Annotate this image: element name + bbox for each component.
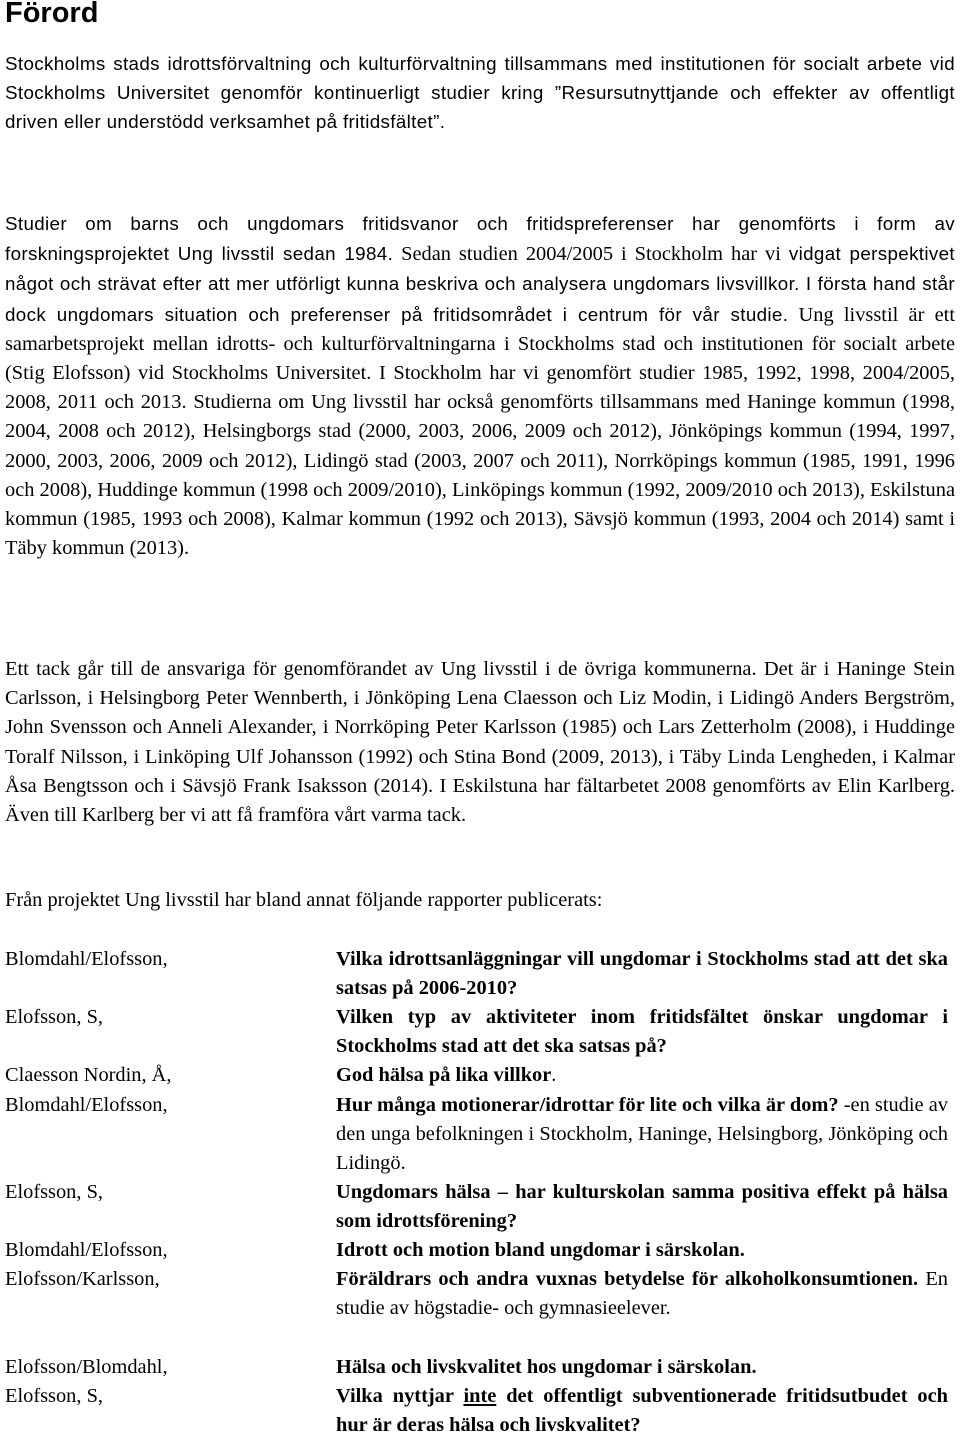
paragraph-history-part2: Sedan studien 2004/2005 i Stockholm har vi (393, 243, 789, 266)
publication-author: Elofsson, S, (5, 1385, 104, 1407)
publication-title: Hur många motionerar/idrottar för lite och vilka är dom? -en studie av den unga befolkningen i Stockholm, Haninge, Helsingborg, Jönköping och Lidingö. (336, 1094, 949, 1174)
paragraph-intro: Stockholms stads idrottsförvaltning och kulturförvaltning tillsammans med institutionen för socialt arbete vid Stockholms Universitet genomför kontinuerligt studier kring ”Resursutnyttjande och effekter av offentligt driven eller understödd verksamhet på fritidsfältet”. (5, 53, 955, 133)
publication-author: Elofsson/Karlsson, (5, 1268, 160, 1290)
publication-title: God hälsa på lika villkor. (336, 1064, 557, 1086)
publication-author: Elofsson/Blomdahl, (5, 1356, 168, 1378)
paragraph-history-part3: vidgat perspektivet något och strävat efter att mer utförligt kunna beskriva och analysera ungdomars livsvillkor. I första hand står dock ungdomars situation och preferenser på fritidsområdet i centrum för vår studie. (5, 243, 956, 325)
publication-author: Elofsson, S, (5, 1181, 104, 1203)
paragraph-history-part1: Studier om barns och ungdomars fritidsvanor och fritidspreferenser har genomförts i form av forskningsprojektet Ung livsstil sedan 1984. (5, 213, 955, 265)
paragraph-history (5, 209, 955, 563)
page-title: Förord (5, 0, 99, 29)
publication-author: Elofsson, S, (5, 1006, 104, 1028)
publication-title: Vilka nyttjar inte det offentligt subventionerade fritidsutbudet och hur är deras hälsa och livskvalitet? (336, 1385, 948, 1436)
publication-title: Föräldrars och andra vuxnas betydelse för alkoholkonsumtionen. En studie av högstadie- och gymnasieelever. (336, 1268, 948, 1319)
paragraph-history-part4: Ung livsstil är ett samarbetsprojekt mellan idrotts- och kulturförvaltningarna i Stockholms stad och institutionen för socialt arbete (Stig Elofsson) vid Stockholms Universitet. I Stockholm har vi genomfört studier 1985, 1992, 1998, 2004/2005, 2008, 2011 och 2013. Studierna om Ung livsstil har också genomförts tillsammans med Haninge kommun (1998, 2004, 2008 och 2012), Helsingborgs stad (2000, 2003, 2006, 2009 och 2012), Jönköpings kommun (1994, 1997, 2000, 2003, 2006, 2009 och 2012), Lidingö stad (2003, 2007 och 2011), Norrköpings kommun (1985, 1991, 1996 och 2008), Huddinge kommun (1998 och 2009/2010), Linköpings kommun (1992, 2009/2010 och 2013), Eskilstuna kommun (1985, 1993 och 2008), Kalmar kommun (1992 och 2013), Sävsjö kommun (1993, 2004 och 2014) samt i Täby kommun (2013). (5, 303, 955, 560)
publication-author: Blomdahl/Elofsson, (5, 948, 168, 970)
publication-title: Hälsa och livskvalitet hos ungdomar i särskolan. (336, 1356, 757, 1378)
publication-title: Ungdomars hälsa – har kulturskolan samma positiva effekt på hälsa som idrottsförening? (336, 1181, 948, 1232)
publication-title: Vilka idrottsanläggningar vill ungdomar i Stockholms stad att det ska satsas på 2006-2010? (336, 948, 948, 999)
publication-author: Blomdahl/Elofsson, (5, 1239, 168, 1261)
publication-author: Blomdahl/Elofsson, (5, 1094, 168, 1116)
paragraph-thanks: Ett tack går till de ansvariga för genomförandet av Ung livsstil i de övriga kommunerna. Det är i Haninge Stein Carlsson, i Helsingborg Peter Wennberth, i Jönköping Lena Claesson och Liz Modin, i Lidingö Anders Bergström, John Svensson och Anneli Alexander, i Norrköping Peter Karlsson (1985) och Lars Zetterholm (2008), i Huddinge Toralf Nilsson, i Linköping Ulf Johansson (1992) och Stina Bond (2009, 2013), i Täby Linda Lengheden, i Kalmar Åsa Bengtsson och i Sävsjö Frank Isaksson (2014). I Eskilstuna har fältarbetet 2008 genomförts av Elin Karlberg. Även till Karlberg ber vi att få framföra vårt varma tack. (5, 658, 955, 827)
publications-intro: Från projektet Ung livsstil har bland annat följande rapporter publicerats: (5, 889, 603, 911)
publication-title: Vilken typ av aktiviteter inom fritidsfältet önskar ungdomar i Stockholms stad att det ska satsas på? (336, 1006, 948, 1057)
publication-author: Claesson Nordin, Å, (5, 1064, 172, 1086)
publication-title: Idrott och motion bland ungdomar i särskolan. (336, 1239, 745, 1261)
